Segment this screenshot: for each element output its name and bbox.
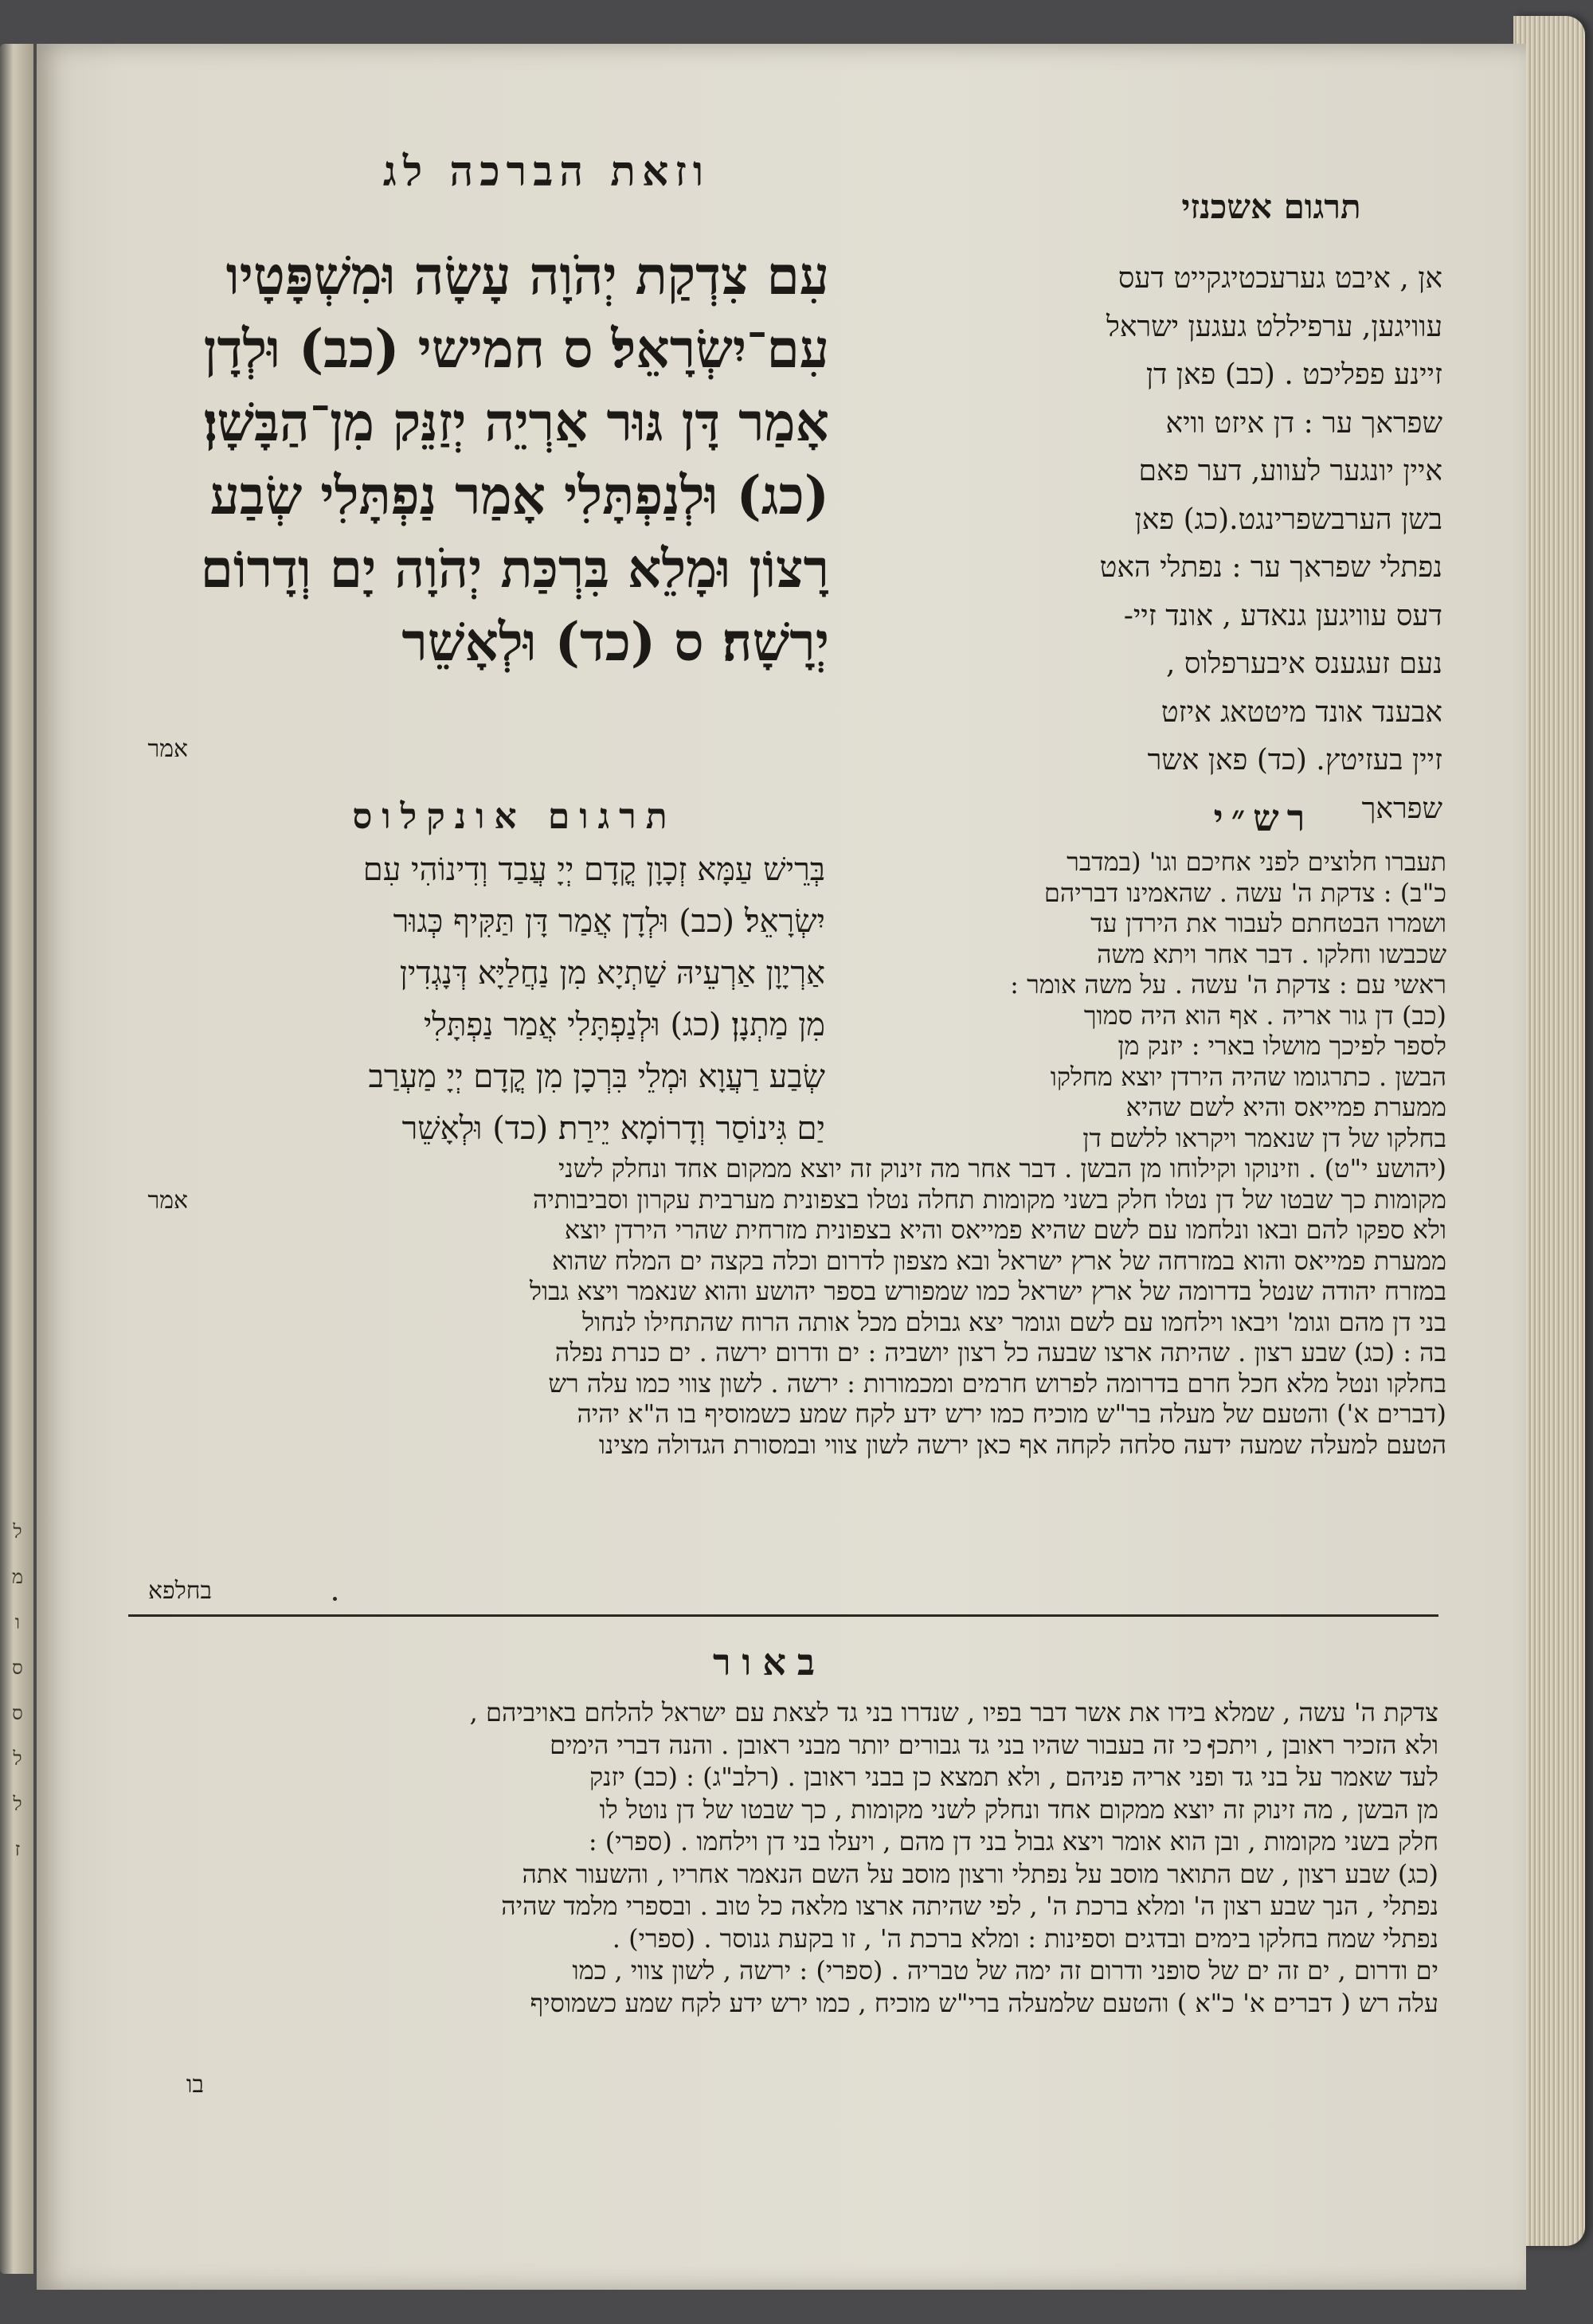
verse-line: יְרָשָׁה׃ ס (כד) וּלְאָשֵׁר (401, 611, 829, 673)
german-line: אן , איבט גערעכטיגקייט דעס (1117, 262, 1442, 295)
german-line: זיינע פפליכט . (כב) פאן דן (1145, 358, 1442, 391)
rashi-line: הטעם למעלה שמעה ידעה סלחה לקחה אף כאן ירשה לשון צווי ובמסורת הגדולה מצינו (598, 1429, 1446, 1460)
facing-page-edge (0, 44, 33, 2274)
german-line: איין יונגער לעווע, דער פאם (1138, 455, 1442, 487)
running-header-parsha: וזאת הברכה לג (382, 147, 710, 196)
onkelos-line: מִן מַתְנָן׃ (כג) וּלְנַפְתָּלִי אֲמַר נַפְתָּלִי (423, 1007, 825, 1043)
german-line: עוויגען, ערפיללט געגען ישראל (1106, 310, 1442, 343)
margin-mark: מ (11, 1566, 24, 1588)
onkelos-line: יִשְׂרָאֵל׃ (כב) וּלְדָן אֲמַר דָּן תַּקִּיף כְּגוּר (393, 903, 825, 940)
rashi-line: ושמרו הבטחתם לעבור את הירדן עד (1090, 908, 1446, 938)
verse-line: אָמַר דָּן גּוּר אַרְיֵה יְזַנֵּק מִן־הַבָּשָׁן׃ (203, 391, 829, 453)
biur-commentary-block (68, 1696, 1438, 2019)
biur-line: צדקת ה' עשה , שמלא בידו את אשר דבר בפיו , שנדרו בני גד לצאת עם ישראל להלחם באויביהם , (469, 1697, 1438, 1727)
margin-mark: ל (13, 1793, 22, 1815)
german-line: נעם זעגענס איבערפלוס , (1165, 648, 1442, 680)
verse-catchword: אמר (147, 735, 188, 763)
rashi-line: בה : (כג) שבע רצון . שהיתה ארצו שבעה כל רצון יושביה : ים ודרום ירשה . ים כנרת נפלה (554, 1337, 1446, 1367)
rashi-line: ולא ספקו להם ובאו ונלחמו עם לשם שהיא פמייאס והיא בצפונית מזרחית שהרי הירדן יוצא (564, 1215, 1446, 1245)
onkelos-catchword: אמר (147, 1187, 188, 1215)
margin-mark: ל (13, 1747, 22, 1770)
verse-line: עִם־יִשְׂרָאֵל׃ ס חמישי (כב) וּלְדָן (203, 318, 829, 380)
biur-line: חלק בשני מקומות , ובן הוא אומר ויצא גבול בני דן מהם , ויעלו בני דן וילחמו . (ספרי) : (588, 1826, 1438, 1856)
rashi-line: מקומות כך שבטו של דן נטלו חלק בשני מקומות תחלה נטלו בצפונית מערבית עקרון וסביבותיה (533, 1184, 1446, 1215)
biur-line: נפתלי שמח בחלקו בימים ובדגים וספינות : ומלא ברכת ה' , זו בקעת גנוסר . (ספרי) . (612, 1923, 1438, 1954)
rashi-line: ממערת פמייאס והוא במזרחה של ארץ ישראל ובא מצפון לדרום וכלה בקצה ים המלח שהוא (551, 1245, 1446, 1276)
onkelos-line: שְׂבַע רַעֲוָא וּמְלֵי בִּרְכָן מִן קֳדָם יְיָ מַעְרַב (368, 1058, 825, 1095)
german-line: שפראך (1361, 792, 1442, 825)
german-line: שפראך ער : דן איזט וויא (1165, 406, 1442, 440)
rashi-catchword: בחלפא (148, 1577, 212, 1605)
section-divider-rule (128, 1614, 1438, 1617)
rashi-line: בחלקו ונטל מלא חכל חרם בדרומה לפרוש חרמים ומכמורות : ירשה . לשון צווי כמו עלה רש (548, 1367, 1446, 1399)
biur-line: ולא הזכיר ראובן , ויתכן כי זה בעבור שהיו בני גד גבורים יותר מבני ראובן . והנה דברי הימים (550, 1729, 1438, 1760)
rashi-line: שכבשו וחלקו . דבר אחר ויתא משה (1097, 938, 1446, 969)
biur-line: עלה רש ( דברים א' כ"א ) והטעם שלמעלה ברי"ש מוכיח , כמו ירש ידע לקח שמע כשמוסיף (530, 1987, 1438, 2018)
rashi-line: לספר לפיכך מושלו בארי : יזנק מן (1117, 1031, 1446, 1061)
onkelos-line: אַרְיָוָן אַרְעֵיהּ שַׁתְיָא מִן נַחֲלַיָּא דְּנָגְדִין (399, 955, 825, 992)
margin-mark: ס (12, 1702, 23, 1724)
margin-mark: ס (12, 1657, 23, 1679)
torah-verse-block (116, 239, 829, 679)
german-line: נפתלי שפראך ער : נפתלי האט (1099, 551, 1442, 584)
margin-mark: ל (13, 1520, 22, 1543)
rashi-line: בני דן מהם וגומ' ויבאו וילחמו עם לשם וגומר יצא גבולם מכל אותה הרוח שהתחילו לנחול (582, 1306, 1446, 1337)
biur-line: ים ודרום , ים זה ים של סופני ודרום זה ימה של טבריה . (ספרי) : ירשה , לשון צווי , כמו (572, 1955, 1438, 1986)
rashi-line: תעברו חלוצים לפני אחיכם וגו' (במדבר (1067, 847, 1446, 877)
margin-mark: ז (14, 1838, 21, 1860)
verse-line: (כג) וּלְנַפְתָּלִי אָמַר נַפְתָּלִי שְׂבַע (209, 464, 829, 526)
biur-line: מן הבשן , מה זינוק זה יוצא ממקום אחד ונחלק לשני מקומות , כך שבטו של דן נוטל לו (599, 1794, 1438, 1825)
running-header-german-title: תרגום אשכנזי (1181, 187, 1361, 226)
onkelos-line: בְּרֵישׁ עַמָּא זְכָוָן קֳדָם יְיָ עֲבַד וְדִינוֹהִי עִם (362, 851, 825, 888)
margin-mark: ו (14, 1611, 21, 1633)
german-line: זיין בעזיטץ. (כד) פאן אשר (1147, 744, 1442, 777)
rashi-line: במזרח יהודה שנטל בדרומה של ארץ ישראל כמו שמפורש בספר יהושע והוא שנאמר ויצא גבול (530, 1276, 1446, 1306)
biur-catchword: בו (186, 2071, 204, 2099)
rashi-line: כ"ב) : צדקת ה' עשה . שהאמינו דבריהם (1043, 877, 1446, 908)
verse-line: רָצוֹן וּמָלֵא בִּרְכַּת יְהֹוָה יָם וְדָרוֹם (200, 538, 829, 600)
biur-title: באור (712, 1641, 827, 1684)
rashi-line: ממערת פמייאס והיא לשם שהיא (1125, 1092, 1446, 1122)
german-line: אבענד אונד מיטטאג איזט (1161, 695, 1442, 729)
rashi-commentary-block (61, 847, 1446, 1460)
rashi-line: (דברים א') והטעם של מעלה בר"ש מוכיח כמו ירש ידע לקח שמע כשמוסיף בו ה"א יהיה (577, 1399, 1446, 1429)
german-line: בשן הערבשפרינגט.(כג) פאן (1134, 503, 1442, 536)
rashi-line: ראשי עם : צדקת ה' עשה . על משה אומר : (1010, 969, 1446, 1000)
rashi-title: רש״י (1213, 796, 1313, 839)
ink-dot (333, 1597, 337, 1601)
onkelos-title: תרגום אונקלוס (352, 796, 677, 837)
facing-page-margin-letters (6, 1509, 29, 1872)
biur-line: לעד שאמר על בני גד ופני אריה פניהם , ולא תמצא כן בבני ראובן . (רלב"ג) : (כב) יזנק (589, 1762, 1438, 1792)
biur-line: (כג) שבע רצון , שם התואר מוסב על נפתלי ורצון מוסב על השם הנאמר אחריו , והשעור אתה (522, 1858, 1438, 1889)
german-translation-block (869, 255, 1442, 833)
rashi-line: הבשן . כתרגומו שהיה הירדן יוצא מחלקו (1050, 1061, 1446, 1092)
german-line: דעס עוויגען גנאדע , אונד זיי- (1123, 599, 1442, 632)
verse-line: עִם צִדְקַת יְהֹוָה עָשָׂה וּמִשְׁפָּטָיו (225, 245, 829, 307)
biur-line: נפתלי , הנך שבע רצון ה' ומלא ברכת ה' , לפי שהיתה ארצו מלאה כל טוב . ובספרי מלמד שהיה (501, 1891, 1438, 1921)
rashi-line: בחלקו של דן שנאמר ויקראו ללשם דן (1082, 1122, 1446, 1153)
rashi-line: (כב) דן גור אריה . אף הוא היה סמוך (1083, 1000, 1446, 1031)
onkelos-line: יַם גִּינוֹסַר וְדָרוֹמָא יֵירַת׃ (כד) וּלְאָשֵׁר (401, 1110, 825, 1147)
book-page (37, 44, 1526, 2290)
rashi-line: (יהושע י"ט) . וזינוקו וקילוחו מן הבשן . דבר אחר מה זינוק זה יוצא ממקום אחד ונחלק לשני (558, 1153, 1446, 1184)
